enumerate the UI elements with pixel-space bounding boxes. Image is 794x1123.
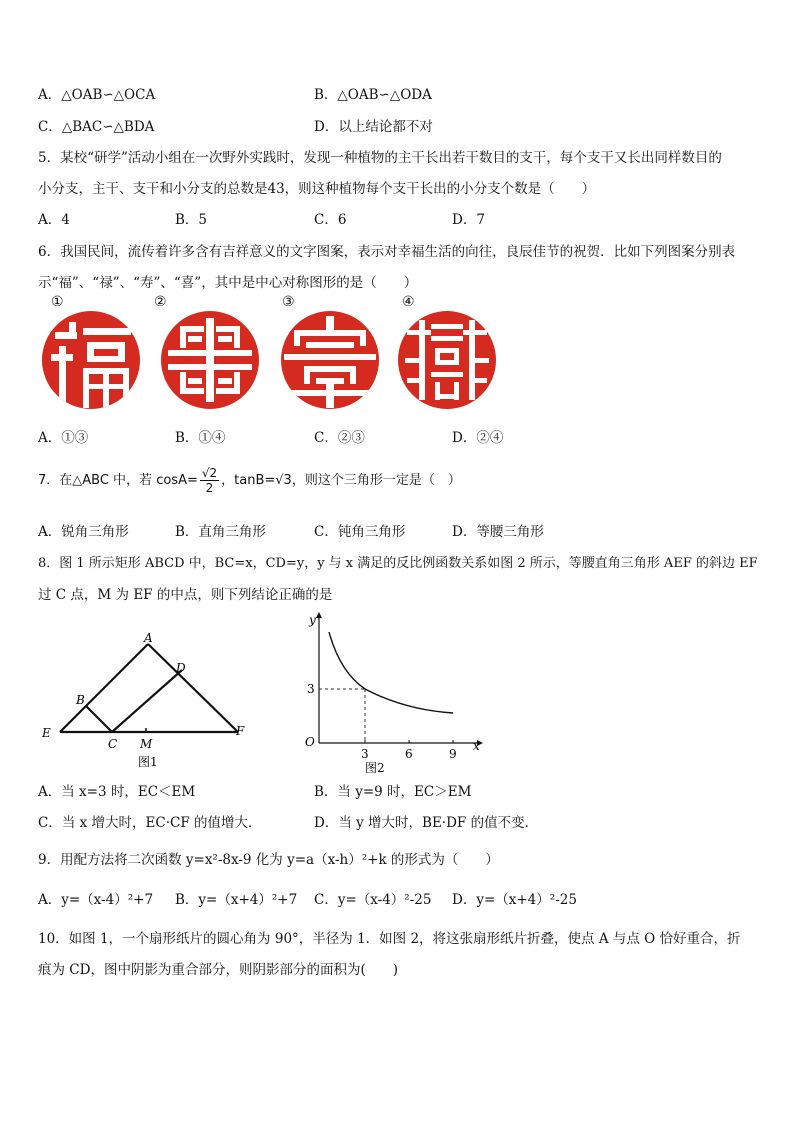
q7-mid: ，tanB=: [221, 473, 276, 488]
fig1-label-d: D: [176, 661, 186, 675]
q8-figure1: [38, 628, 258, 773]
q10-stem-line2: 痕为 CD，图中阴影为重合部分，则阴影部分的面积为( ): [38, 962, 398, 978]
q7-frac-denominator: 2: [205, 481, 214, 495]
q6-label-4: ④: [402, 294, 415, 310]
fig1-label-a: A: [144, 631, 153, 645]
fig1-label-e: E: [42, 726, 51, 740]
fig1-label-c: C: [108, 737, 118, 751]
fig2-xtick-3: 3: [361, 747, 369, 761]
q8-option-d: D．当 y 增大时，BE·DF 的值不变．: [314, 815, 539, 831]
q4-option-b: B．△OAB∽△ODA: [314, 87, 432, 103]
fig2-x-axis-label: x: [473, 739, 480, 753]
q8-option-a: A．当 x=3 时，EC＜EM: [38, 784, 196, 800]
xi-symbol-image: [397, 310, 497, 410]
q8-stem-line1: 8．图 1 所示矩形 ABCD 中，BC=x，CD=y，y 与 x 满足的反比例函数关系如图 2 所示，等腰直角三角形 AEF 的斜边 EF: [38, 556, 758, 571]
q4-option-d: D．以上结论都不对: [314, 119, 433, 135]
q7-frac-numerator: √2: [201, 466, 218, 480]
q10-stem-line1: 10．如图 1，一个扇形纸片的圆心角为 90°，半径为 1．如图 2，将这张扇形纸片折叠，使点 A 与点 O 恰好重合，折: [38, 931, 741, 947]
fig2-xtick-6: 6: [405, 747, 413, 761]
q6-option-d: D．②④: [452, 430, 504, 446]
q9-option-a: A．y=（x-4）²+7: [38, 892, 154, 908]
fig2-ytick-3: 3: [307, 682, 315, 696]
q5-option-a: A．4: [38, 212, 70, 228]
q6-option-b: B．①④: [175, 430, 226, 446]
q7-suffix: ，则这个三角形一定是（ ）: [291, 473, 461, 488]
q9-option-c: C．y=（x-4）²-25: [314, 892, 432, 908]
q4-option-c: C．△BAC∽△BDA: [38, 119, 155, 135]
q6-label-2: ②: [154, 294, 167, 310]
q8-option-b: B．当 y=9 时，EC＞EM: [314, 784, 472, 800]
fig1-label-f: F: [236, 724, 245, 738]
lu-symbol-image: [160, 310, 260, 410]
q5-stem-line1: 5．某校“研学”活动小组在一次野外实践时，发现一种植物的主干长出若干数目的支干，每个支干又长出同样数目的: [38, 150, 722, 166]
q7-stem: [38, 466, 461, 495]
q6-label-1: ①: [51, 294, 64, 310]
fu-symbol-image: [41, 310, 141, 410]
q7-prefix: 7．在△ABC 中，若 cosA=: [38, 473, 198, 488]
q6-label-3: ③: [282, 294, 295, 310]
q5-option-d: D．7: [452, 212, 485, 228]
q7-cos-fraction: [200, 466, 219, 495]
q9-option-d: D．y=（x+4）²-25: [452, 892, 577, 908]
q8-stem-line2: 过 C 点，M 为 EF 的中点，则下列结论正确的是: [38, 587, 333, 603]
fig1-caption: 图1: [138, 755, 158, 769]
q7-sqrt3: √3: [275, 473, 292, 488]
fig2-origin-label: O: [305, 735, 315, 749]
q6-option-a: A．①③: [38, 430, 89, 446]
fig2-caption: 图2: [365, 761, 385, 775]
q9-stem: 9．用配方法将二次函数 y=x²-8x-9 化为 y=a（x-h）²+k 的形式为（ ）: [38, 852, 499, 868]
q7-option-d: D．等腰三角形: [452, 524, 544, 540]
q6-stem-line2: 示“福”、“禄”、“寿”、“喜”，其中是中心对称图形的是（ ）: [38, 275, 418, 291]
q5-option-b: B．5: [175, 212, 208, 228]
q8-option-c: C．当 x 增大时，EC·CF 的值增大．: [38, 815, 262, 831]
q6-option-c: C．②③: [314, 430, 365, 446]
fig1-label-m: M: [140, 737, 153, 751]
fig2-y-axis-label: y: [309, 613, 316, 627]
shou-symbol-image: [280, 310, 380, 410]
q5-stem-line2: 小分支，主干、支干和小分支的总数是43，则这种植物每个支干长出的小分支个数是（ ）: [38, 181, 596, 197]
fig1-label-b: B: [76, 693, 85, 707]
q8-figure2: [295, 610, 495, 775]
q6-stem-line1: 6．我国民间，流传着许多含有吉祥意义的文字图案，表示对幸福生活的向往，良辰佳节的祝贺．比如下列图案分别表: [38, 244, 736, 260]
q7-option-c: C．钝角三角形: [314, 524, 406, 540]
q7-option-a: A．锐角三角形: [38, 524, 129, 540]
q4-option-a: A．△OAB∽△OCA: [38, 87, 156, 103]
q9-option-b: B．y=（x+4）²+7: [175, 892, 298, 908]
q5-option-c: C．6: [314, 212, 347, 228]
q7-option-b: B．直角三角形: [175, 524, 266, 540]
fig2-xtick-9: 9: [449, 747, 457, 761]
